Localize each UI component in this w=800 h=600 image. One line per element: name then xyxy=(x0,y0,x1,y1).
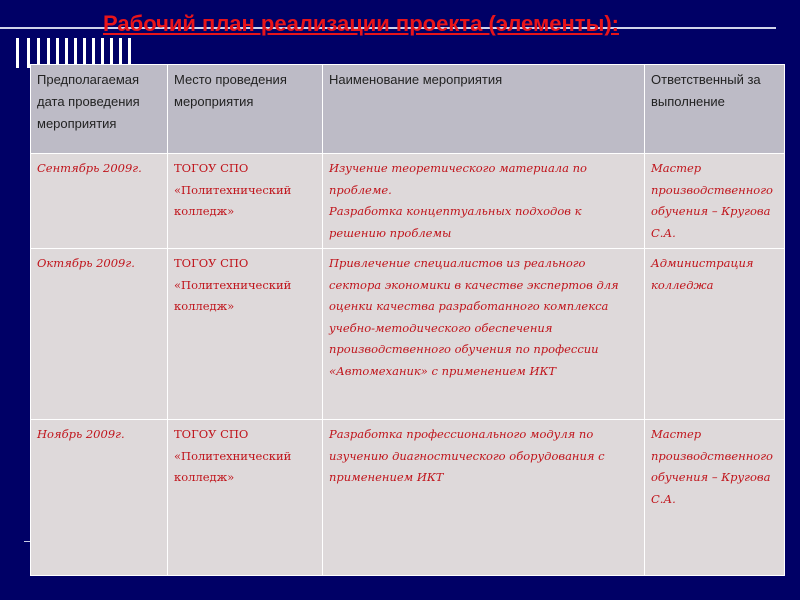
cell-responsible: Администрация колледжа xyxy=(645,249,785,420)
plan-table-container xyxy=(30,64,784,572)
table-header-row xyxy=(31,65,785,154)
slide-title: Рабочий план реализации проекта (элементы): xyxy=(103,11,620,36)
cell-event: Привлечение специалистов из реального сектора экономики в качестве экспертов для оценки качества разработанного комплекса учебно-методического обеспечения производственного обучения по профессии «Автомеханик» с применением ИКТ xyxy=(323,249,645,420)
header-date: Предполагаемая дата проведения мероприятия xyxy=(31,65,168,154)
table-row xyxy=(31,420,785,576)
event-line: Изучение теоретического материала по проблеме. Разработка концептуальных подходов к решению проблемы xyxy=(329,161,587,240)
cell-date: Сентябрь 2009г. xyxy=(31,154,168,249)
cell-date: Ноябрь 2009г. xyxy=(31,420,168,576)
table-row xyxy=(31,154,785,249)
cell-place: ТОГОУ СПО «Политехнический колледж» xyxy=(168,154,323,249)
cell-responsible: Мастер производственного обучения – Кругова С.А. xyxy=(645,420,785,576)
cell-place: ТОГОУ СПО «Политехнический колледж» xyxy=(168,420,323,576)
cell-event xyxy=(323,154,645,249)
table-row xyxy=(31,249,785,420)
cell-place: ТОГОУ СПО «Политехнический колледж» xyxy=(168,249,323,420)
header-event: Наименование мероприятия xyxy=(323,65,645,154)
cell-date: Октябрь 2009г. xyxy=(31,249,168,420)
cell-event: Разработка профессионального модуля по изучению диагностического оборудования с применением ИКТ xyxy=(323,420,645,576)
header-responsible: Ответственный за выполнение xyxy=(645,65,785,154)
plan-table xyxy=(30,64,785,576)
header-place: Место проведения мероприятия xyxy=(168,65,323,154)
cell-responsible: Мастер производственного обучения – Кругова С.А. xyxy=(645,154,785,249)
